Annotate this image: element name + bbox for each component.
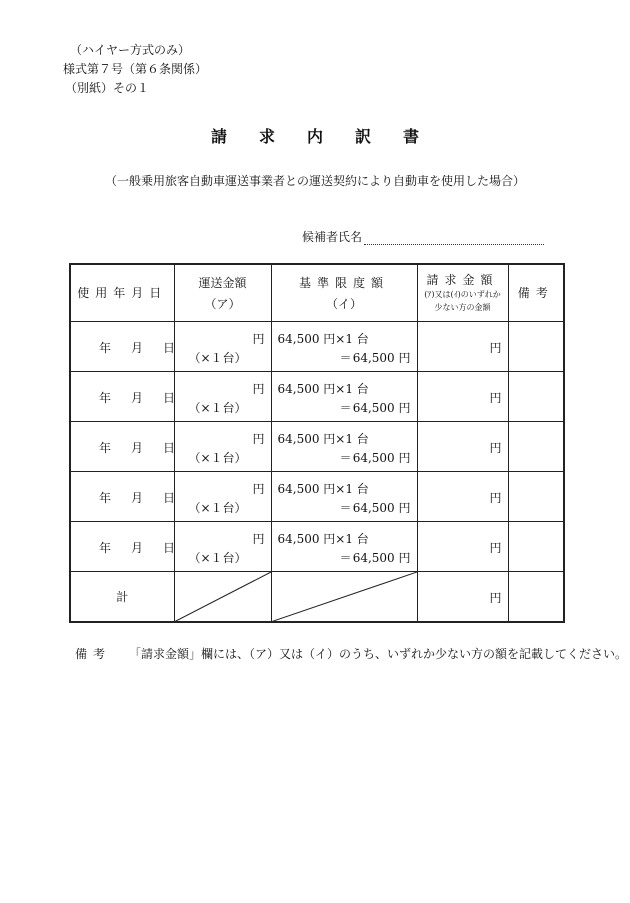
cell-note: [508, 471, 564, 521]
total-note: [508, 571, 564, 622]
candidate-name-blank: [364, 232, 544, 245]
header-fare: [174, 264, 271, 321]
header-fare-mark: （ア）: [204, 296, 241, 311]
cell-fare: 円 （×１台）: [174, 421, 271, 471]
table-header-row: [70, 264, 564, 321]
form-number: 様式第７号（第６条関係）: [63, 62, 208, 76]
cell-note: [508, 371, 564, 421]
total-fare-crossed: [174, 571, 271, 622]
table-row: [70, 321, 564, 371]
cell-date: 年 月 日: [70, 371, 174, 421]
cell-claim: 円: [417, 321, 508, 371]
header-claim: [417, 264, 508, 321]
header-note-hire: （ハイヤー方式のみ）: [70, 43, 191, 57]
header-note: 備考: [508, 264, 564, 321]
cell-limit: 64,500 円×1 台 ＝ 64,500 円: [271, 471, 417, 521]
claim-breakdown-table: [69, 263, 565, 623]
cell-claim: 円: [417, 371, 508, 421]
cell-date: 年 月 日: [70, 321, 174, 371]
attachment-label: （別紙）その１: [65, 81, 150, 95]
total-claim: 円: [417, 571, 508, 622]
header-fare-label: 運送金額: [198, 275, 247, 290]
cell-claim: 円: [417, 421, 508, 471]
total-label: 計: [70, 571, 174, 622]
header-limit-label: 基準限度額: [298, 275, 389, 290]
cell-date: 年 月 日: [70, 521, 174, 571]
table-row: [70, 471, 564, 521]
cell-date: 年 月 日: [70, 471, 174, 521]
document-subtitle: （一般乗用旅客自動車運送事業者との運送契約により自動車を使用した場合）: [104, 174, 525, 188]
cell-fare: 円 （×１台）: [174, 321, 271, 371]
candidate-name-field: [302, 228, 544, 245]
remark-text: 「請求金額」欄には、（ア）又は（イ）のうち、いずれか少ない方の額を記載してください。: [129, 647, 628, 661]
cell-note: [508, 421, 564, 471]
total-limit-crossed: [271, 571, 417, 622]
cell-fare: 円 （×１台）: [174, 471, 271, 521]
table-row: [70, 371, 564, 421]
cell-fare: 円 （×１台）: [174, 371, 271, 421]
cell-date: 年 月 日: [70, 421, 174, 471]
cell-fare: 円 （×１台）: [174, 521, 271, 571]
header-limit: [271, 264, 417, 321]
cell-limit: 64,500 円×1 台 ＝ 64,500 円: [271, 371, 417, 421]
document-title: 請求内訳書: [210, 127, 451, 146]
header-claim-label: 請求金額: [426, 273, 499, 288]
cell-note: [508, 521, 564, 571]
total-row: [70, 571, 564, 622]
table-row: [70, 521, 564, 571]
diagonal-strike-line: [272, 572, 417, 622]
cell-limit: 64,500 円×1 台 ＝ 64,500 円: [271, 521, 417, 571]
candidate-name-label: 候補者氏名: [302, 230, 363, 244]
cell-limit: 64,500 円×1 台 ＝ 64,500 円: [271, 421, 417, 471]
header-claim-sub2: 少ない方の金額: [434, 303, 491, 313]
diagonal-strike-line: [175, 572, 271, 622]
remark-label: 備考: [75, 647, 112, 661]
header-date: 使用年月日: [70, 264, 174, 321]
header-claim-sub1: (ｱ)又は(ｲ)のいずれか: [424, 290, 501, 300]
table-row: [70, 421, 564, 471]
cell-limit: 64,500 円×1 台 ＝ 64,500 円: [271, 321, 417, 371]
cell-claim: 円: [417, 521, 508, 571]
header-limit-mark: （イ）: [325, 296, 362, 311]
remark: [75, 645, 627, 662]
cell-note: [508, 321, 564, 371]
cell-claim: 円: [417, 471, 508, 521]
